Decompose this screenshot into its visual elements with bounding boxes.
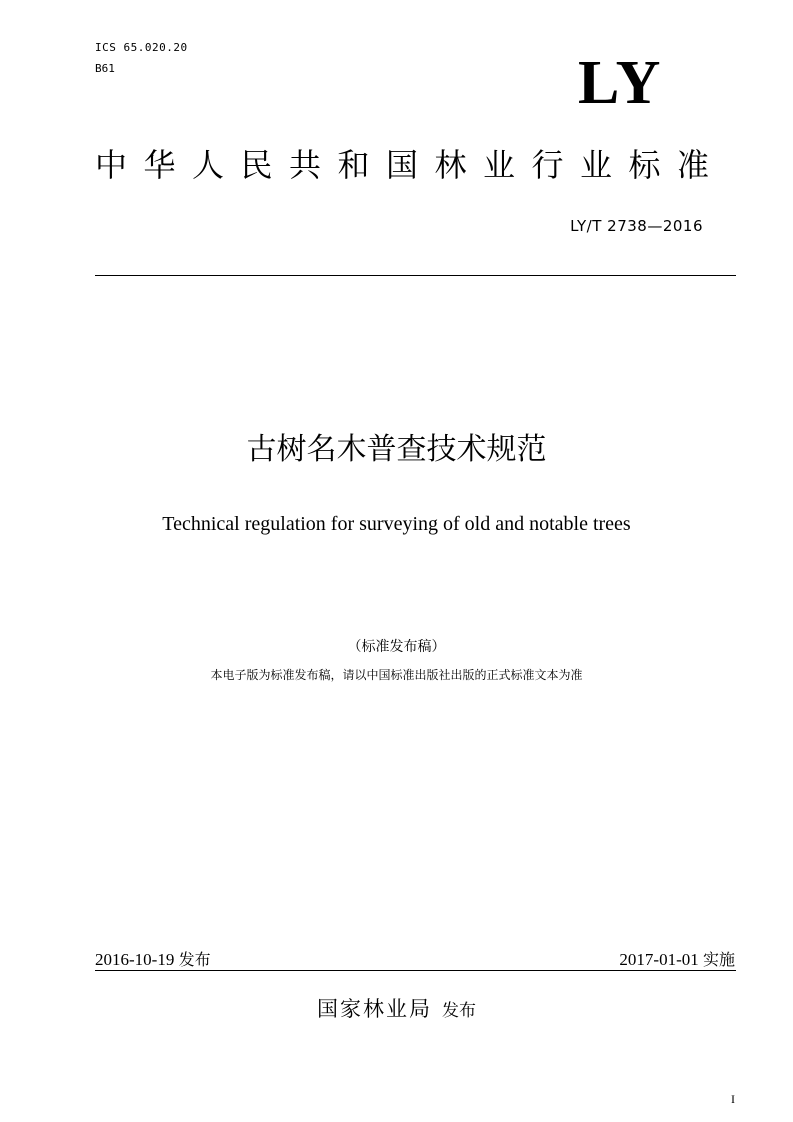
publish-date: 2016-10-19	[95, 950, 175, 969]
implement-date-line	[619, 947, 735, 970]
implement-label: 实施	[702, 950, 735, 969]
standard-logo: LY	[578, 49, 663, 117]
issuer-name: 国家林业局	[317, 997, 432, 1021]
draft-label: （标准发布稿）	[347, 639, 446, 655]
publish-label: 发布	[178, 950, 211, 969]
footer-divider	[95, 970, 736, 971]
header-divider	[95, 275, 736, 276]
standard-number: LY/T 2738—2016	[570, 217, 703, 235]
standard-category-title: 中华人民共和国林业行业标准	[95, 146, 726, 184]
page-number: I	[731, 1092, 735, 1106]
ics-code: ICS 65.020.20	[95, 41, 188, 54]
issuer-line	[0, 993, 793, 1023]
classification-code: B61	[95, 62, 115, 75]
draft-note: 本电子版为标准发布稿，请以中国标准出版社出版的正式标准文本为准	[210, 668, 583, 682]
implement-date: 2017-01-01	[619, 950, 699, 969]
issuer-action: 发布	[442, 1001, 476, 1021]
publish-date-line	[95, 947, 211, 970]
document-title-cn: 古树名木普查技术规范	[246, 432, 547, 467]
document-title-en: Technical regulation for surveying of old and notable trees	[162, 513, 631, 535]
